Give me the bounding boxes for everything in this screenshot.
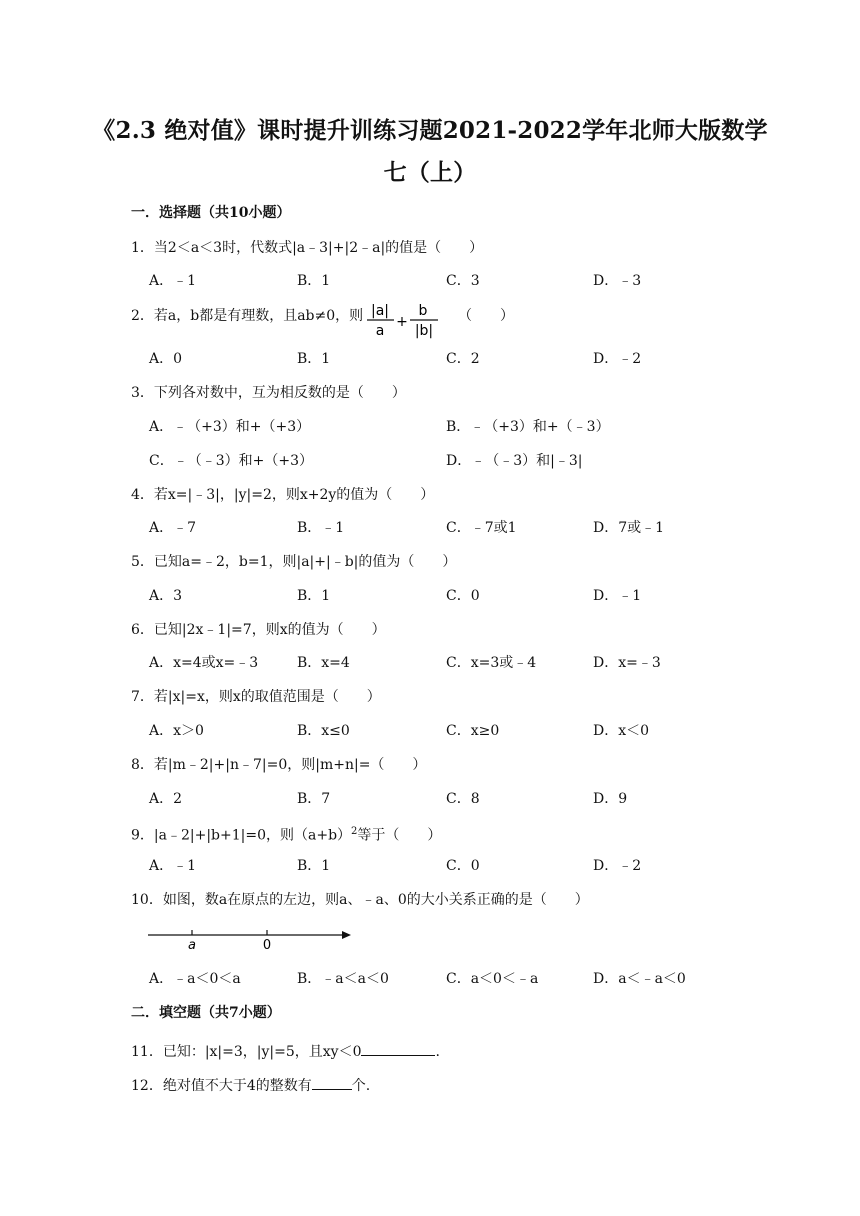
- q5-option-d: D．﹣1: [593, 588, 642, 604]
- q3-option-d: D．﹣（﹣3）和|﹣3|: [446, 453, 583, 469]
- q8-option-c: C．8: [446, 791, 480, 807]
- q7-option-a: A．x＞0: [149, 723, 204, 739]
- q2-option-a: A．0: [149, 351, 183, 367]
- q5-option-a: A．3: [149, 588, 183, 604]
- q10-option-c: C．a＜0＜﹣a: [446, 971, 539, 987]
- q7-option-b: B．x≤0: [297, 723, 350, 739]
- q5-option-b: B．1: [297, 588, 331, 604]
- formula-abs-fraction: [366, 301, 458, 341]
- q6-option-a: A．x=4或x=﹣3: [149, 655, 259, 671]
- question-4: 4．若x=|﹣3|，|y|=2，则x+2y的值为（ ）: [131, 487, 435, 503]
- question-2-paren: （ ）: [458, 308, 514, 324]
- q9-option-b: B．1: [297, 858, 331, 874]
- q2-option-c: C．2: [446, 351, 480, 367]
- question-3: 3．下列各对数中，互为相反数的是（ ）: [131, 385, 406, 401]
- question-12: [131, 1073, 370, 1096]
- question-6: 6．已知|2x﹣1|=7，则x的值为（ ）: [131, 622, 386, 638]
- q5-option-c: C．0: [446, 588, 480, 604]
- question-10: 10．如图，数a在原点的左边，则a、﹣a、0的大小关系正确的是（ ）: [131, 892, 589, 908]
- fraction-denominator-1: a: [375, 323, 385, 339]
- question-7: 7．若|x|=x，则x的取值范围是（ ）: [131, 689, 381, 705]
- question-2: [131, 306, 363, 326]
- q10-option-b: B．﹣a＜a＜0: [297, 971, 389, 987]
- q6-option-c: C．x=3或﹣4: [446, 655, 537, 671]
- q1-option-a: A．﹣1: [149, 273, 197, 289]
- question-5: 5．已知a=﹣2，b=1，则|a|+|﹣b|的值为（ ）: [131, 554, 457, 570]
- label-a: a: [188, 938, 196, 953]
- exponent: 2: [351, 826, 358, 837]
- q6-option-b: B．x=4: [297, 655, 350, 671]
- q3-option-a: A．﹣（+3）和+（+3）: [149, 419, 311, 435]
- question-11-stem: 11．已知：|x|=3，|y|=5，且xy＜0: [131, 1044, 362, 1060]
- q1-option-d: D．﹣3: [593, 273, 642, 289]
- q4-option-b: B．﹣1: [297, 520, 345, 536]
- q1-option-c: C．3: [446, 273, 480, 289]
- q10-option-d: D．a＜﹣a＜0: [593, 971, 686, 987]
- q10-option-a: A．﹣a＜0＜a: [149, 971, 241, 987]
- answer-blank-12[interactable]: [312, 1073, 352, 1090]
- arrow-head-icon: [342, 931, 351, 939]
- q3-option-b: B．﹣（+3）和+（﹣3）: [446, 419, 610, 435]
- q1-option-b: B．1: [297, 273, 331, 289]
- q4-option-a: A．﹣7: [149, 520, 197, 536]
- q4-option-d: D．7或﹣1: [593, 520, 665, 536]
- question-9-stem: 9．|a﹣2|+|b+1|=0，则（a+b）: [131, 827, 352, 844]
- document-title-line1: 《2.3 绝对值》课时提升训练习题2021-2022学年北师大版数学: [92, 117, 768, 144]
- plus-sign: +: [396, 314, 408, 330]
- q4-option-c: C．﹣7或1: [446, 520, 517, 536]
- fraction-numerator-2: b: [418, 303, 428, 319]
- document-title-line2: 七（上）: [383, 159, 477, 186]
- question-12-end: 个.: [351, 1078, 371, 1094]
- question-2-stem: 2．若a，b都是有理数，且ab≠0，则: [131, 308, 364, 324]
- q2-option-d: D．﹣2: [593, 351, 642, 367]
- section-heading-choice: 一．选择题（共10小题）: [131, 205, 291, 221]
- fraction-denominator-2: |b|: [414, 323, 434, 339]
- q9-option-d: D．﹣2: [593, 858, 642, 874]
- question-11-end: .: [435, 1044, 440, 1060]
- q8-option-d: D．9: [593, 791, 628, 807]
- question-9-tail: 等于（ ）: [357, 827, 442, 844]
- question-9: [131, 822, 441, 846]
- question-12-stem: 12．绝对值不大于4的整数有: [131, 1078, 312, 1094]
- number-line-figure: [146, 926, 352, 954]
- fraction-numerator-1: |a|: [370, 303, 390, 319]
- q7-option-d: D．x＜0: [593, 723, 650, 739]
- question-1: 1．当2＜a＜3时，代数式|a﹣3|+|2﹣a|的值是（ ）: [131, 240, 484, 256]
- section-heading-fill: 二．填空题（共7小题）: [131, 1005, 281, 1021]
- q2-option-b: B．1: [297, 351, 331, 367]
- answer-blank-11[interactable]: [361, 1039, 435, 1056]
- q6-option-d: D．x=﹣3: [593, 655, 661, 671]
- label-0: 0: [262, 938, 272, 953]
- q8-option-b: B．7: [297, 791, 331, 807]
- q3-option-c: C．﹣（﹣3）和+（+3）: [149, 453, 313, 469]
- question-11: [131, 1039, 440, 1062]
- q9-option-c: C．0: [446, 858, 480, 874]
- q9-option-a: A．﹣1: [149, 858, 197, 874]
- question-8: 8．若|m﹣2|+|n﹣7|=0，则|m+n|=（ ）: [131, 757, 427, 773]
- q8-option-a: A．2: [149, 791, 183, 807]
- q7-option-c: C．x≥0: [446, 723, 500, 739]
